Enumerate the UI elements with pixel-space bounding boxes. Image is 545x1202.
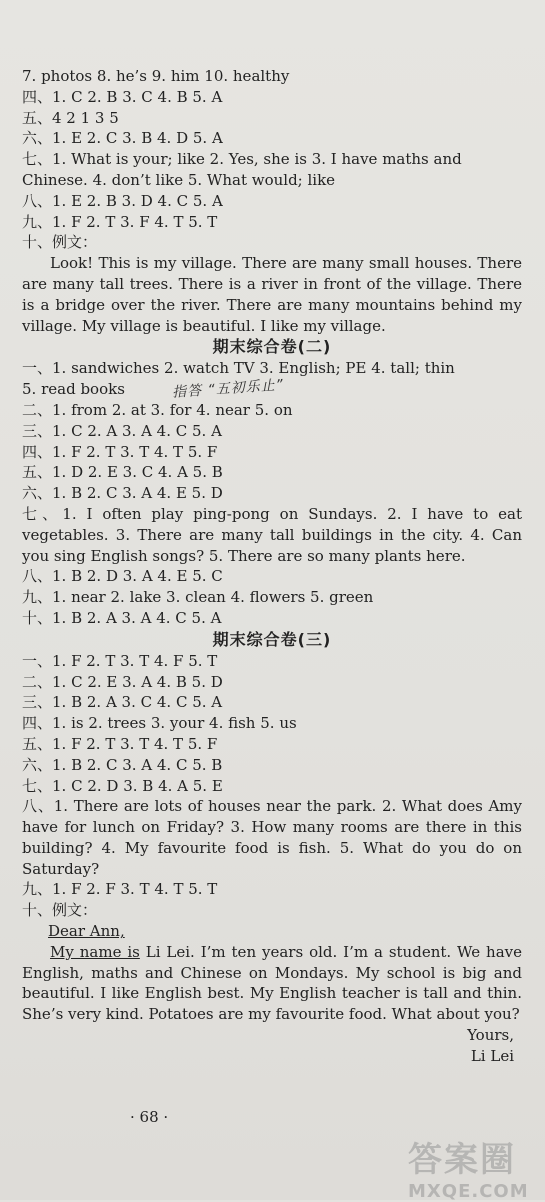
part1-list (22, 66, 522, 149)
answer-line: 四、1. C 2. B 3. C 4. B 5. A (22, 87, 223, 106)
letter-body (22, 942, 522, 1025)
answer-line: 六、1. E 2. C 3. B 4. D 5. A (22, 129, 223, 148)
exam-2-q7: 七、1. I often play ping-pong on Sundays. 2. I have to eat vegetables. 3. There are many tall buildings in the city. 4. Can you sing English songs? 5. There are so many plants here. (22, 504, 522, 565)
page-number: · 68 · (130, 1108, 169, 1126)
exam-3-q8: 八、1. There are lots of houses near the park. 2. What does Amy have for lunch on Friday? 3. How many rooms are there in this building? 4. My favourite food is fish. 5. What do you do on Saturday? (22, 797, 522, 878)
watermark-bottom: MXQE.COM (408, 1181, 529, 1202)
exam-2-end (22, 566, 522, 628)
answer-line: 九、1. near 2. lake 3. clean 4. flowers 5. green (22, 588, 374, 607)
sample-essay-village: Look! This is my village. There are many small houses. There are many tall trees. There is a river in front of the village. There is a bridge over the river. There are many mountains behind my village. My village is beautiful. I like my village. (22, 254, 522, 335)
answer-line: 一、1. F 2. T 3. T 4. F 5. T (22, 651, 218, 670)
answer-line: 五、1. F 2. T 3. T 4. T 5. F (22, 734, 218, 753)
answer-line: 七、1. C 2. D 3. B 4. A 5. E (22, 776, 223, 795)
answer-line: 十、例文： (22, 233, 98, 252)
answer-line: 四、1. F 2. T 3. T 4. T 5. F (22, 442, 218, 461)
answer-line: 十、例文： (22, 901, 98, 920)
watermark-logo (408, 1132, 538, 1202)
answer-line: 八、1. B 2. D 3. A 4. E 5. C (22, 567, 223, 586)
letter-underlined-phrase: My name is (50, 942, 140, 961)
part2-list (22, 191, 522, 253)
handwritten-note: 指答 “五初乐止” (171, 377, 285, 401)
answer-line: 五、1. D 2. E 3. C 4. A 5. B (22, 463, 223, 482)
answer-line: 7. photos 8. he’s 9. him 10. healthy (22, 67, 290, 85)
watermark-top: 答案圈 (408, 1140, 516, 1180)
answer-line: 5. read books (22, 380, 125, 399)
answer-content (22, 66, 522, 1067)
exam-2-title: 期末综合卷(二) (212, 337, 332, 357)
answer-line: 八、1. E 2. B 3. D 4. C 5. A (22, 191, 223, 210)
answer-line: 二、1. C 2. E 3. A 4. B 5. D (22, 672, 223, 691)
answer-line: 三、1. C 2. A 3. A 4. C 5. A (22, 421, 222, 440)
answer-line: 六、1. B 2. C 3. A 4. E 5. D (22, 484, 223, 503)
answer-line: 六、1. B 2. C 3. A 4. C 5. B (22, 755, 223, 774)
answer-line: 九、1. F 2. T 3. F 4. T 5. T (22, 212, 218, 231)
answer-line: 三、1. B 2. A 3. C 4. C 5. A (22, 693, 223, 712)
answer-line: 十、1. B 2. A 3. A 4. C 5. A (22, 608, 222, 627)
answer-line: 五、4 2 1 3 5 (22, 108, 119, 127)
letter-greeting: Dear Ann, (48, 922, 125, 941)
exam-3-end (22, 879, 522, 921)
q7-line-1: 七、1. What is your; like 2. Yes, she is 3. I have maths and (22, 150, 462, 169)
letter-close: Yours, (467, 1026, 514, 1045)
letter-signature: Li Lei (470, 1046, 514, 1065)
answer-line: 九、1. F 2. F 3. T 4. T 5. T (22, 880, 218, 899)
answer-line: 二、1. from 2. at 3. for 4. near 5. on (22, 400, 293, 419)
letter-body-text: Li Lei. I’m ten years old. I’m a student. We have English, maths and Chinese on Mondays. My school is big and beautiful. I like English best. My English teacher is tall and thin. She’s very kind. Potatoes are my favourite food. What about you? (22, 942, 522, 1024)
exam-3-title: 期末综合卷(三) (212, 629, 332, 649)
answer-line: 一、1. sandwiches 2. watch TV 3. English; PE 4. tall; thin (22, 359, 455, 378)
answer-line: 四、1. is 2. trees 3. your 4. fish 5. us (22, 714, 297, 733)
exam-3-answers (22, 651, 522, 797)
q7-line-2: Chinese. 4. don’t like 5. What would; like (22, 170, 336, 189)
